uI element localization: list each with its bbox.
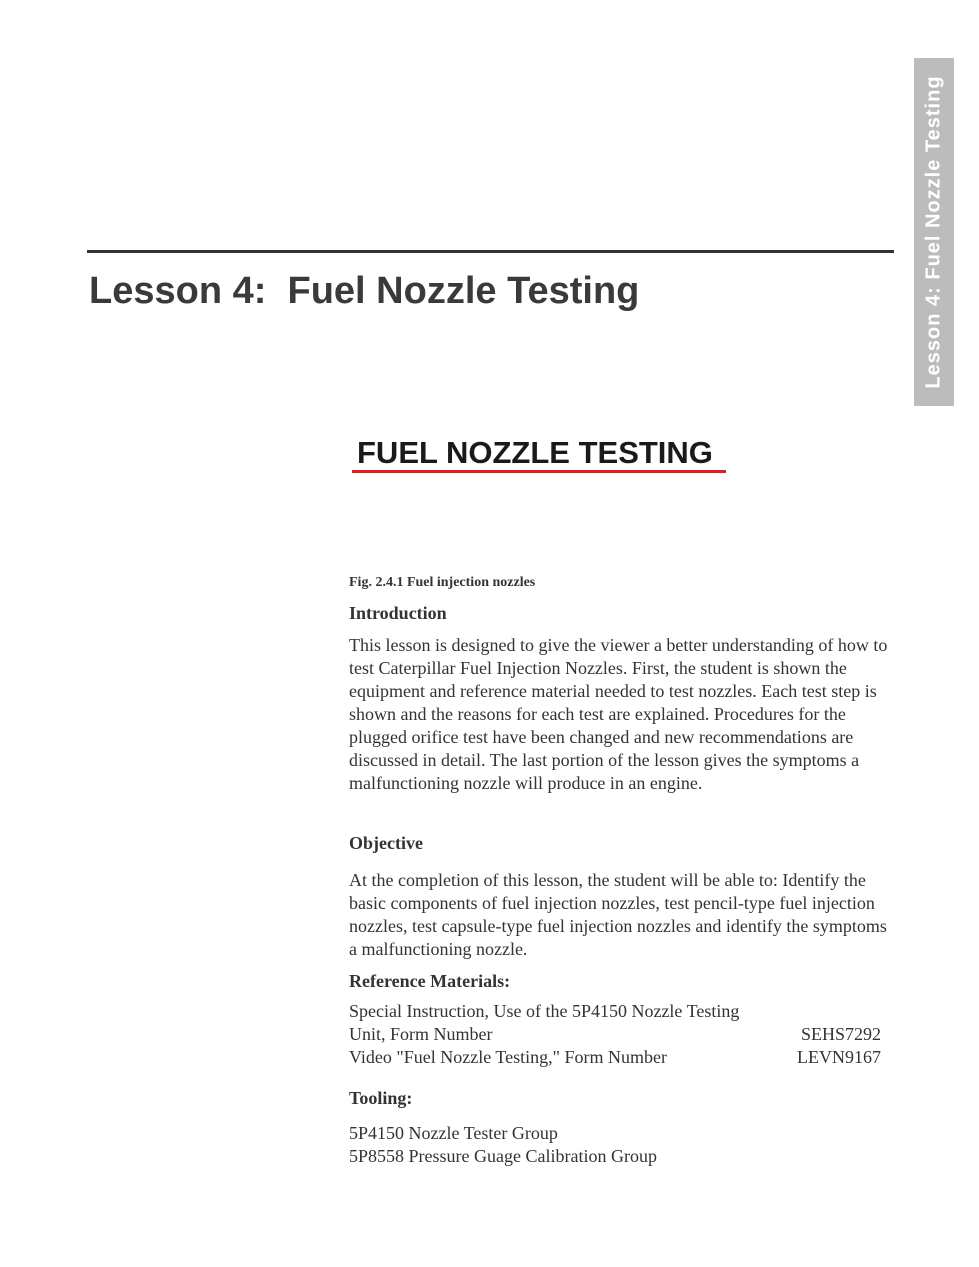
figure-caption: Fig. 2.4.1 Fuel injection nozzles bbox=[349, 575, 536, 590]
reference-item-description: Special Instruction, Use of the 5P4150 Nozzle Testing bbox=[349, 1001, 740, 1021]
tooling-heading: Tooling: bbox=[349, 1088, 413, 1108]
reference-item-description: Video "Fuel Nozzle Testing," Form Number bbox=[349, 1047, 667, 1067]
lesson-title: Lesson 4: Fuel Nozzle Testing bbox=[89, 270, 640, 312]
tooling-item: 5P4150 Nozzle Tester Group bbox=[349, 1123, 558, 1143]
objective-heading: Objective bbox=[349, 833, 423, 853]
reference-item bbox=[349, 1046, 881, 1069]
objective-body: At the completion of this lesson, the student will be able to: Identify the basic components of fuel injection nozzles, test pencil-type fuel injection nozzles, test capsule-type fuel injection nozzles and identify the symptoms a malfunctioning nozzle. bbox=[349, 870, 887, 959]
reference-item-description: Unit, Form Number bbox=[349, 1024, 493, 1044]
reference-materials-heading: Reference Materials: bbox=[349, 971, 511, 991]
reference-item-form: LEVN9167 bbox=[797, 1047, 881, 1067]
reference-item bbox=[349, 1000, 881, 1023]
tooling-item: 5P8558 Pressure Guage Calibration Group bbox=[349, 1146, 657, 1166]
introduction-heading: Introduction bbox=[349, 603, 447, 623]
reference-item-form: SEHS7292 bbox=[800, 1024, 881, 1044]
section-heading-underline bbox=[352, 470, 726, 473]
introduction-body: This lesson is designed to give the viewer a better understanding of how to test Caterpillar Fuel Injection Nozzles. First, the student is shown the equipment and reference material needed to test nozzles. Each test step is shown and the reasons for each test are explained. Procedures for the plugged orifice test have been changed and new recommendations are discussed in detail. The last portion of the lesson gives the symptoms a malfunctioning nozzle will produce in an engine. bbox=[349, 635, 888, 793]
reference-item bbox=[349, 1023, 881, 1046]
side-tab bbox=[914, 58, 954, 406]
top-rule bbox=[87, 250, 894, 253]
section-heading: FUEL NOZZLE TESTING bbox=[357, 435, 713, 470]
side-tab-label: Lesson 4: Fuel Nozzle Testing bbox=[922, 75, 945, 389]
